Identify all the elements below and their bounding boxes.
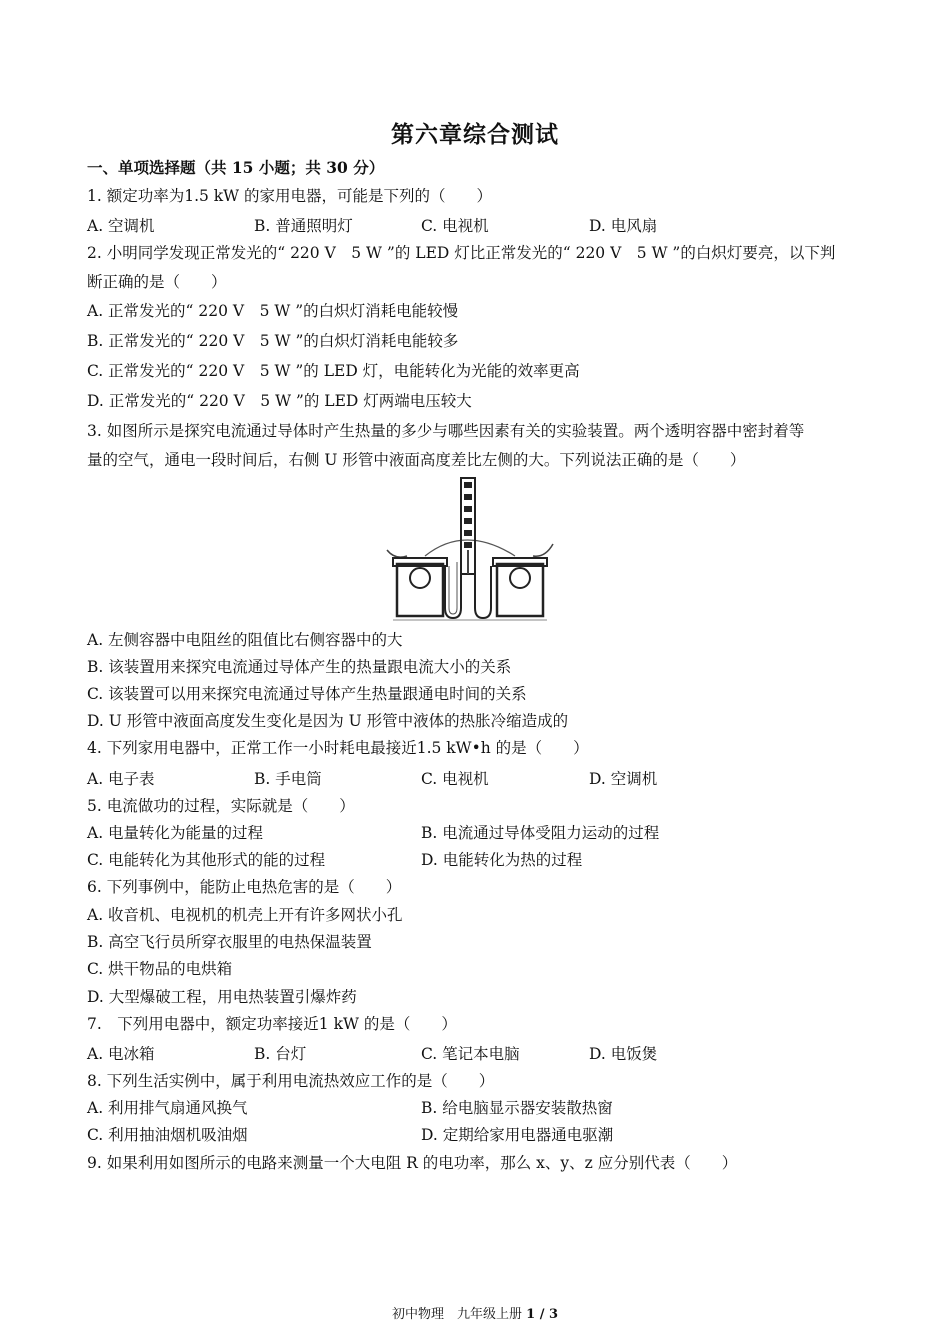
question-5-option-c: C. 电能转化为其他形式的能的过程	[87, 851, 326, 869]
question-6-option-b: B. 高空飞行员所穿衣服里的电热保温装置	[87, 933, 372, 951]
question-7-option-a: A. 电冰箱	[87, 1045, 155, 1063]
question-8-option-a: A. 利用排气扇通风换气	[87, 1099, 248, 1117]
footer-text: 初中物理 九年级上册	[391, 1307, 522, 1322]
question-8-option-c: C. 利用抽油烟机吸油烟	[87, 1126, 248, 1144]
question-5-option-a: A. 电量转化为能量的过程	[87, 824, 264, 842]
question-2-option-b: B. 正常发光的“ 220 V 5 W ”的白炽灯消耗电能较多	[87, 332, 459, 350]
question-8-option-b: B. 给电脑显示器安装散热窗	[421, 1099, 613, 1117]
question-7-stem: 7. 下列用电器中，额定功率接近1 kW 的是（ ）	[87, 1015, 457, 1033]
u-tube-apparatus-figure	[385, 474, 555, 624]
question-3-option-a: A. 左侧容器中电阻丝的阻值比右侧容器中的大	[87, 631, 403, 649]
question-2-option-d: D. 正常发光的“ 220 V 5 W ”的 LED 灯两端电压较大	[87, 392, 472, 410]
question-6-stem: 6. 下列事例中，能防止电热危害的是（ ）	[87, 878, 402, 896]
question-4-stem: 4. 下列家用电器中，正常工作一小时耗电最接近1.5 kW•h 的是（ ）	[87, 739, 589, 757]
question-6-option-c: C. 烘干物品的电烘箱	[87, 960, 233, 978]
question-3-option-b: B. 该装置用来探究电流通过导体产生的热量跟电流大小的关系	[87, 658, 512, 676]
section-heading: 一、单项选择题（共 15 小题；共 30 分）	[87, 158, 385, 177]
question-6-option-d: D. 大型爆破工程，用电热装置引爆炸药	[87, 988, 357, 1006]
question-1-option-c: C. 电视机	[421, 217, 489, 235]
question-1-stem: 1. 额定功率为1.5 kW 的家用电器，可能是下列的（ ）	[87, 187, 493, 205]
question-2-option-c: C. 正常发光的“ 220 V 5 W ”的 LED 灯，电能转化为光能的效率更高	[87, 362, 580, 380]
question-5-option-b: B. 电流通过导体受阻力运动的过程	[421, 824, 660, 842]
question-9-stem: 9. 如果利用如图所示的电路来测量一个大电阻 R 的电功率，那么 x、y、z 应分别代表（ ）	[87, 1154, 738, 1172]
question-6-option-a: A. 收音机、电视机的机壳上开有许多网状小孔	[87, 906, 403, 924]
question-5-option-d: D. 电能转化为热的过程	[421, 851, 583, 869]
question-5-stem: 5. 电流做功的过程，实际就是（ ）	[87, 797, 355, 815]
question-1-option-b: B. 普通照明灯	[254, 217, 353, 235]
page-footer	[0, 1306, 950, 1324]
question-8-stem: 8. 下列生活实例中，属于利用电流热效应工作的是（ ）	[87, 1072, 495, 1090]
question-4-option-a: A. 电子表	[87, 770, 155, 788]
question-4-option-b: B. 手电筒	[254, 770, 322, 788]
question-2-option-a: A. 正常发光的“ 220 V 5 W ”的白炽灯消耗电能较慢	[87, 302, 459, 320]
question-3-stem-line-1: 3. 如图所示是探究电流通过导体时产生热量的多少与哪些因素有关的实验装置。两个透明容器中密封着等	[87, 422, 805, 440]
question-2-stem-line-2: 断正确的是（ ）	[87, 273, 227, 291]
question-1-option-d: D. 电风扇	[589, 217, 658, 235]
question-8-option-d: D. 定期给家用电器通电驱潮	[421, 1126, 614, 1144]
question-3-option-d: D. U 形管中液面高度发生变化是因为 U 形管中液体的热胀冷缩造成的	[87, 712, 569, 730]
question-1-option-a: A. 空调机	[87, 217, 155, 235]
question-3-stem-line-2: 量的空气，通电一段时间后，右侧 U 形管中液面高度差比左侧的大。下列说法正确的是（ ）	[87, 451, 746, 469]
question-7-option-d: D. 电饭煲	[589, 1045, 658, 1063]
question-3-option-c: C. 该装置可以用来探究电流通过导体产生热量跟通电时间的关系	[87, 685, 527, 703]
question-2-stem-line-1: 2. 小明同学发现正常发光的“ 220 V 5 W ”的 LED 灯比正常发光的“ 220 V 5 W ”的白炽灯要亮，以下判	[87, 244, 836, 262]
question-7-option-c: C. 笔记本电脑	[421, 1045, 520, 1063]
page-number: 1 / 3	[526, 1307, 559, 1322]
question-4-option-c: C. 电视机	[421, 770, 489, 788]
page-title: 第六章综合测试	[391, 121, 559, 148]
question-7-option-b: B. 台灯	[254, 1045, 307, 1063]
question-4-option-d: D. 空调机	[589, 770, 658, 788]
